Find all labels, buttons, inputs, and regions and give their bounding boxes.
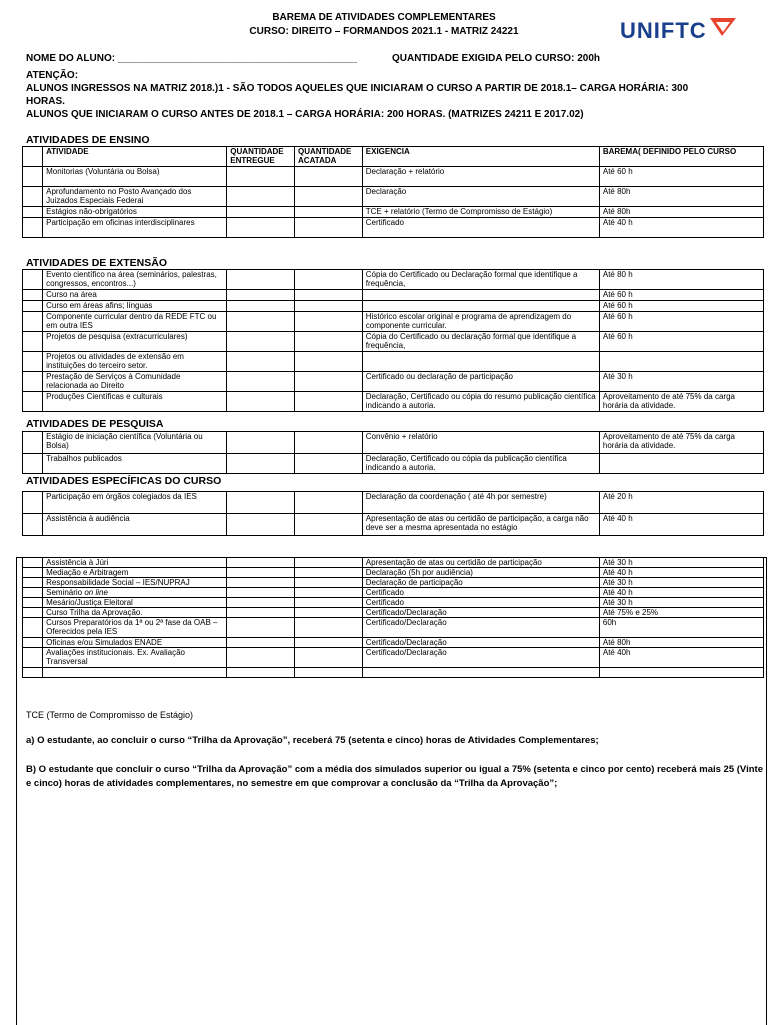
cell-activity: Assistência à audiência xyxy=(43,514,227,536)
cell-index xyxy=(23,558,43,568)
cell-accepted[interactable] xyxy=(295,638,363,648)
cell-index xyxy=(23,392,43,412)
table-especificas xyxy=(22,491,764,536)
cell-activity: Monitorias (Voluntária ou Bolsa) xyxy=(43,167,227,187)
cell-barema: Até 40 h xyxy=(599,514,763,536)
cell-requirement: Certificado/Declaração xyxy=(362,618,599,638)
table-row xyxy=(23,492,764,514)
cell-index xyxy=(23,301,43,312)
cell-activity: Projetos ou atividades de extensão em instituições do terceiro setor. xyxy=(43,352,227,372)
cell-activity: Projetos de pesquisa (extracurriculares) xyxy=(43,332,227,352)
cell-index xyxy=(23,454,43,474)
cell-activity: Cursos Preparatórios da 1ª ou 2ª fase da OAB – Oferecidos pela IES xyxy=(43,618,227,638)
cell-accepted[interactable] xyxy=(295,648,363,668)
table-row xyxy=(23,558,764,568)
cell-activity: Mesário/Justiça Eleitoral xyxy=(43,598,227,608)
cell-accepted[interactable] xyxy=(295,578,363,588)
cell-delivered[interactable] xyxy=(227,668,295,678)
cell-accepted[interactable] xyxy=(295,312,363,332)
table-row xyxy=(23,392,764,412)
cell-accepted[interactable] xyxy=(295,218,363,238)
cell-delivered[interactable] xyxy=(227,392,295,412)
cell-barema: Até 75% e 25% xyxy=(599,608,763,618)
cell-accepted[interactable] xyxy=(295,301,363,312)
cell-delivered[interactable] xyxy=(227,270,295,290)
attention-line-2: ALUNOS QUE INICIARAM O CURSO ANTES DE 2018.1 – CARGA HORÁRIA: 200 HORAS. (MATRIZES 24211 E 2017.02) xyxy=(26,109,584,120)
cell-index xyxy=(23,372,43,392)
cell-activity: Responsabilidade Social – IES/NUPRAJ xyxy=(43,578,227,588)
cell-delivered[interactable] xyxy=(227,187,295,207)
cell-delivered[interactable] xyxy=(227,432,295,454)
cell-barema: Até 80h xyxy=(599,638,763,648)
cell-accepted[interactable] xyxy=(295,207,363,218)
cell-delivered[interactable] xyxy=(227,578,295,588)
cell-accepted[interactable] xyxy=(295,454,363,474)
cell-requirement: Declaração, Certificado ou cópia do resumo publicação científica indicando a autoria. xyxy=(362,392,599,412)
cell-requirement: Cópia do Certificado ou Declaração formal que identifique a frequência, xyxy=(362,270,599,290)
table-header-row xyxy=(23,147,764,167)
cell-index xyxy=(23,218,43,238)
cell-accepted[interactable] xyxy=(295,618,363,638)
cell-delivered[interactable] xyxy=(227,638,295,648)
table-row xyxy=(23,648,764,668)
cell-delivered[interactable] xyxy=(227,588,295,598)
cell-barema: 60h xyxy=(599,618,763,638)
cell-delivered[interactable] xyxy=(227,454,295,474)
cell-barema: Até 60 h xyxy=(599,332,763,352)
cell-activity xyxy=(43,668,227,678)
cell-delivered[interactable] xyxy=(227,167,295,187)
cell-requirement: TCE + relatório (Termo de Compromisso de Estágio) xyxy=(362,207,599,218)
cell-index xyxy=(23,352,43,372)
cell-delivered[interactable] xyxy=(227,218,295,238)
cell-accepted[interactable] xyxy=(295,392,363,412)
tce-note: TCE (Termo de Compromisso de Estágio) xyxy=(26,710,194,720)
header-accepted: QUANTIDADE ACATADA xyxy=(295,147,363,167)
table-row xyxy=(23,568,764,578)
cell-accepted[interactable] xyxy=(295,187,363,207)
cell-delivered[interactable] xyxy=(227,312,295,332)
cell-activity: Trabalhos publicados xyxy=(43,454,227,474)
cell-requirement: Declaração xyxy=(362,187,599,207)
cell-barema: Até 60 h xyxy=(599,312,763,332)
cell-activity: Componente curricular dentro da REDE FTC ou em outra IES xyxy=(43,312,227,332)
header-requirement: EXIGENCIA xyxy=(362,147,599,167)
table-row xyxy=(23,618,764,638)
cell-barema: Até 80h xyxy=(599,187,763,207)
table-row xyxy=(23,218,764,238)
cell-index xyxy=(23,270,43,290)
required-hours-label: QUANTIDADE EXIGIDA PELO CURSO: 200h xyxy=(392,53,600,64)
cell-delivered[interactable] xyxy=(227,618,295,638)
note-a: a) O estudante, ao concluir o curso “Trilha da Aprovação”, receberá 75 (setenta e cinco) horas de Atividades Complementares; xyxy=(26,735,599,746)
cell-barema: Até 40 h xyxy=(599,568,763,578)
cell-index xyxy=(23,147,43,167)
cell-activity: Mediação e Arbitragem xyxy=(43,568,227,578)
logo-text: UNIFTC xyxy=(620,18,707,43)
cell-activity: Seminário on line xyxy=(43,588,227,598)
header-delivered: QUANTIDADE ENTREGUE xyxy=(227,147,295,167)
cell-accepted[interactable] xyxy=(295,608,363,618)
table-row xyxy=(23,332,764,352)
cell-accepted[interactable] xyxy=(295,352,363,372)
cell-barema xyxy=(599,454,763,474)
cell-accepted[interactable] xyxy=(295,558,363,568)
uniftc-logo xyxy=(620,14,740,46)
cell-delivered[interactable] xyxy=(227,301,295,312)
cell-requirement xyxy=(362,352,599,372)
cell-delivered[interactable] xyxy=(227,290,295,301)
table-row xyxy=(23,167,764,187)
attention-line-1: ALUNOS INGRESSOS NA MATRIZ 2018.)1 - SÃO TODOS AQUELES QUE INICIARAM O CURSO A PARTIR DE 2018.1– CARGA HORÁRIA: 300 xyxy=(26,83,689,94)
cell-requirement: Certificado xyxy=(362,218,599,238)
cell-requirement: Declaração + relatório xyxy=(362,167,599,187)
cell-delivered[interactable] xyxy=(227,558,295,568)
cell-accepted[interactable] xyxy=(295,432,363,454)
cell-index xyxy=(23,608,43,618)
cell-activity: Curso Trilha da Aprovação. xyxy=(43,608,227,618)
cell-accepted[interactable] xyxy=(295,514,363,536)
cell-delivered[interactable] xyxy=(227,608,295,618)
document-subtitle: CURSO: DIREITO – FORMANDOS 2021.1 - MATRIZ 24221 xyxy=(249,26,519,37)
cell-barema xyxy=(599,668,763,678)
section-title-ensino: ATIVIDADES DE ENSINO xyxy=(26,134,150,146)
cell-accepted[interactable] xyxy=(295,332,363,352)
cell-index xyxy=(23,638,43,648)
table-row xyxy=(23,187,764,207)
cell-requirement: Declaração (5h por audiência) xyxy=(362,568,599,578)
cell-index xyxy=(23,432,43,454)
section-title-especificas: ATIVIDADES ESPECÍFICAS DO CURSO xyxy=(26,475,222,487)
table-row xyxy=(23,372,764,392)
cell-delivered[interactable] xyxy=(227,332,295,352)
cell-activity: Evento científico na área (seminários, palestras, congressos, encontros...) xyxy=(43,270,227,290)
cell-delivered[interactable] xyxy=(227,372,295,392)
cell-accepted[interactable] xyxy=(295,668,363,678)
cell-requirement: Declaração, Certificado ou cópia da publicação científica indicando a autoria. xyxy=(362,454,599,474)
cell-index xyxy=(23,568,43,578)
cell-barema: Até 60 h xyxy=(599,290,763,301)
cell-accepted[interactable] xyxy=(295,167,363,187)
cell-index xyxy=(23,618,43,638)
table-extensao xyxy=(22,269,764,412)
cell-requirement: Declaração de participação xyxy=(362,578,599,588)
cell-index xyxy=(23,290,43,301)
cell-requirement: Certificado xyxy=(362,598,599,608)
cell-requirement: Declaração da coordenação ( até 4h por semestre) xyxy=(362,492,599,514)
cell-index xyxy=(23,187,43,207)
cell-requirement: Convênio + relatório xyxy=(362,432,599,454)
cell-index xyxy=(23,648,43,668)
cell-index xyxy=(23,207,43,218)
table-row xyxy=(23,638,764,648)
cell-index xyxy=(23,598,43,608)
table-row xyxy=(23,578,764,588)
document-title: BAREMA DE ATIVIDADES COMPLEMENTARES xyxy=(272,12,496,23)
cell-barema: Até 40h xyxy=(599,648,763,668)
table-row xyxy=(23,588,764,598)
cell-requirement xyxy=(362,301,599,312)
cell-delivered[interactable] xyxy=(227,568,295,578)
section-title-extensao: ATIVIDADES DE EXTENSÃO xyxy=(26,257,167,269)
cell-requirement: Certificado xyxy=(362,588,599,598)
cell-activity: Curso em áreas afins; línguas xyxy=(43,301,227,312)
cell-activity: Participação em oficinas interdisciplinares xyxy=(43,218,227,238)
cell-delivered[interactable] xyxy=(227,598,295,608)
cell-barema: Aproveitamento de até 75% da carga horária da atividade. xyxy=(599,392,763,412)
table-row xyxy=(23,290,764,301)
section-title-pesquisa: ATIVIDADES DE PESQUISA xyxy=(26,418,164,430)
cell-barema: Até 30 h xyxy=(599,578,763,588)
cell-barema: Até 40 h xyxy=(599,218,763,238)
cell-accepted[interactable] xyxy=(295,492,363,514)
table-row xyxy=(23,668,764,678)
table-row xyxy=(23,301,764,312)
cell-index xyxy=(23,578,43,588)
cell-requirement: Certificado ou declaração de participação xyxy=(362,372,599,392)
cell-activity: Produções Científicas e culturais xyxy=(43,392,227,412)
cell-delivered[interactable] xyxy=(227,648,295,668)
cell-requirement xyxy=(362,290,599,301)
cell-index xyxy=(23,668,43,678)
cell-index xyxy=(23,492,43,514)
table-row xyxy=(23,270,764,290)
student-name-label: NOME DO ALUNO: ___________________________________________ xyxy=(26,53,357,64)
cell-activity: Avaliações institucionais. Ex. Avaliação Transversal xyxy=(43,648,227,668)
cell-requirement: Certificado/Declaração xyxy=(362,638,599,648)
header-barema: BAREMA( DEFINIDO PELO CURSO xyxy=(599,147,763,167)
cell-index xyxy=(23,588,43,598)
cell-activity: Prestação de Serviços à Comunidade relacionada ao Direito xyxy=(43,372,227,392)
cell-index xyxy=(23,332,43,352)
cell-accepted[interactable] xyxy=(295,290,363,301)
table-row xyxy=(23,598,764,608)
cell-activity: Assistência à Júri xyxy=(43,558,227,568)
table-row xyxy=(23,352,764,372)
cell-barema: Até 40 h xyxy=(599,588,763,598)
cell-accepted[interactable] xyxy=(295,568,363,578)
cell-requirement: Certificado/Declaração xyxy=(362,648,599,668)
table-row xyxy=(23,608,764,618)
cell-activity: Participação em órgãos colegiados da IES xyxy=(43,492,227,514)
cell-delivered[interactable] xyxy=(227,514,295,536)
cell-accepted[interactable] xyxy=(295,270,363,290)
logo-arrow-icon xyxy=(708,16,738,38)
cell-barema: Até 30 h xyxy=(599,598,763,608)
cell-index xyxy=(23,514,43,536)
cell-barema xyxy=(599,352,763,372)
cell-delivered[interactable] xyxy=(227,352,295,372)
table-ensino xyxy=(22,146,764,238)
cell-activity: Curso na área xyxy=(43,290,227,301)
cell-barema: Até 80h xyxy=(599,207,763,218)
cell-activity: Estágios não-obrigatórios xyxy=(43,207,227,218)
cell-barema: Até 80 h xyxy=(599,270,763,290)
cell-activity: Aprofundamento no Posto Avançado dos Juizados Especiais Federai xyxy=(43,187,227,207)
cell-barema: Até 60 h xyxy=(599,167,763,187)
cell-activity: Oficinas e/ou Simulados ENADE xyxy=(43,638,227,648)
note-b: B) O estudante que concluir o curso “Trilha da Aprovação” com a média dos simulados superior ou igual a 75% (setenta e cinco por cento) receberá mais 25 (Vinte e cinco) horas de atividades complementares, no semestre em que comprovar a conclusão da “Trilha da Aprovação”; xyxy=(26,764,763,789)
cell-accepted[interactable] xyxy=(295,372,363,392)
cell-index xyxy=(23,312,43,332)
cell-activity: Estágio de iniciação científica (Voluntária ou Bolsa) xyxy=(43,432,227,454)
cell-requirement: Histórico escolar original e programa de aprendizagem do componente curricular. xyxy=(362,312,599,332)
cell-barema: Até 30 h xyxy=(599,372,763,392)
table-especificas-continued xyxy=(22,557,764,678)
table-row xyxy=(23,432,764,454)
cell-barema: Até 20 h xyxy=(599,492,763,514)
cell-barema: Até 30 h xyxy=(599,558,763,568)
cell-requirement xyxy=(362,668,599,678)
table-row xyxy=(23,312,764,332)
cell-delivered[interactable] xyxy=(227,492,295,514)
attention-line-1b: HORAS. xyxy=(26,96,65,107)
cell-barema: Até 60 h xyxy=(599,301,763,312)
cell-accepted[interactable] xyxy=(295,588,363,598)
cell-accepted[interactable] xyxy=(295,598,363,608)
table-row xyxy=(23,514,764,536)
cell-requirement: Cópia do Certificado ou declaração formal que identifique a frequência, xyxy=(362,332,599,352)
cell-requirement: Apresentação de atas ou certidão de participação, a carga não deve ser a mesma apresentada no estágio xyxy=(362,514,599,536)
cell-delivered[interactable] xyxy=(227,207,295,218)
cell-requirement: Apresentação de atas ou certidão de participação xyxy=(362,558,599,568)
table-row xyxy=(23,454,764,474)
table-pesquisa xyxy=(22,431,764,474)
cell-barema: Aproveitamento de até 75% da carga horária da atividade. xyxy=(599,432,763,454)
header-activity: ATIVIDADE xyxy=(43,147,227,167)
cell-index xyxy=(23,167,43,187)
cell-requirement: Certificado/Declaração xyxy=(362,608,599,618)
attention-title: ATENÇÃO: xyxy=(26,70,79,81)
table-row xyxy=(23,207,764,218)
